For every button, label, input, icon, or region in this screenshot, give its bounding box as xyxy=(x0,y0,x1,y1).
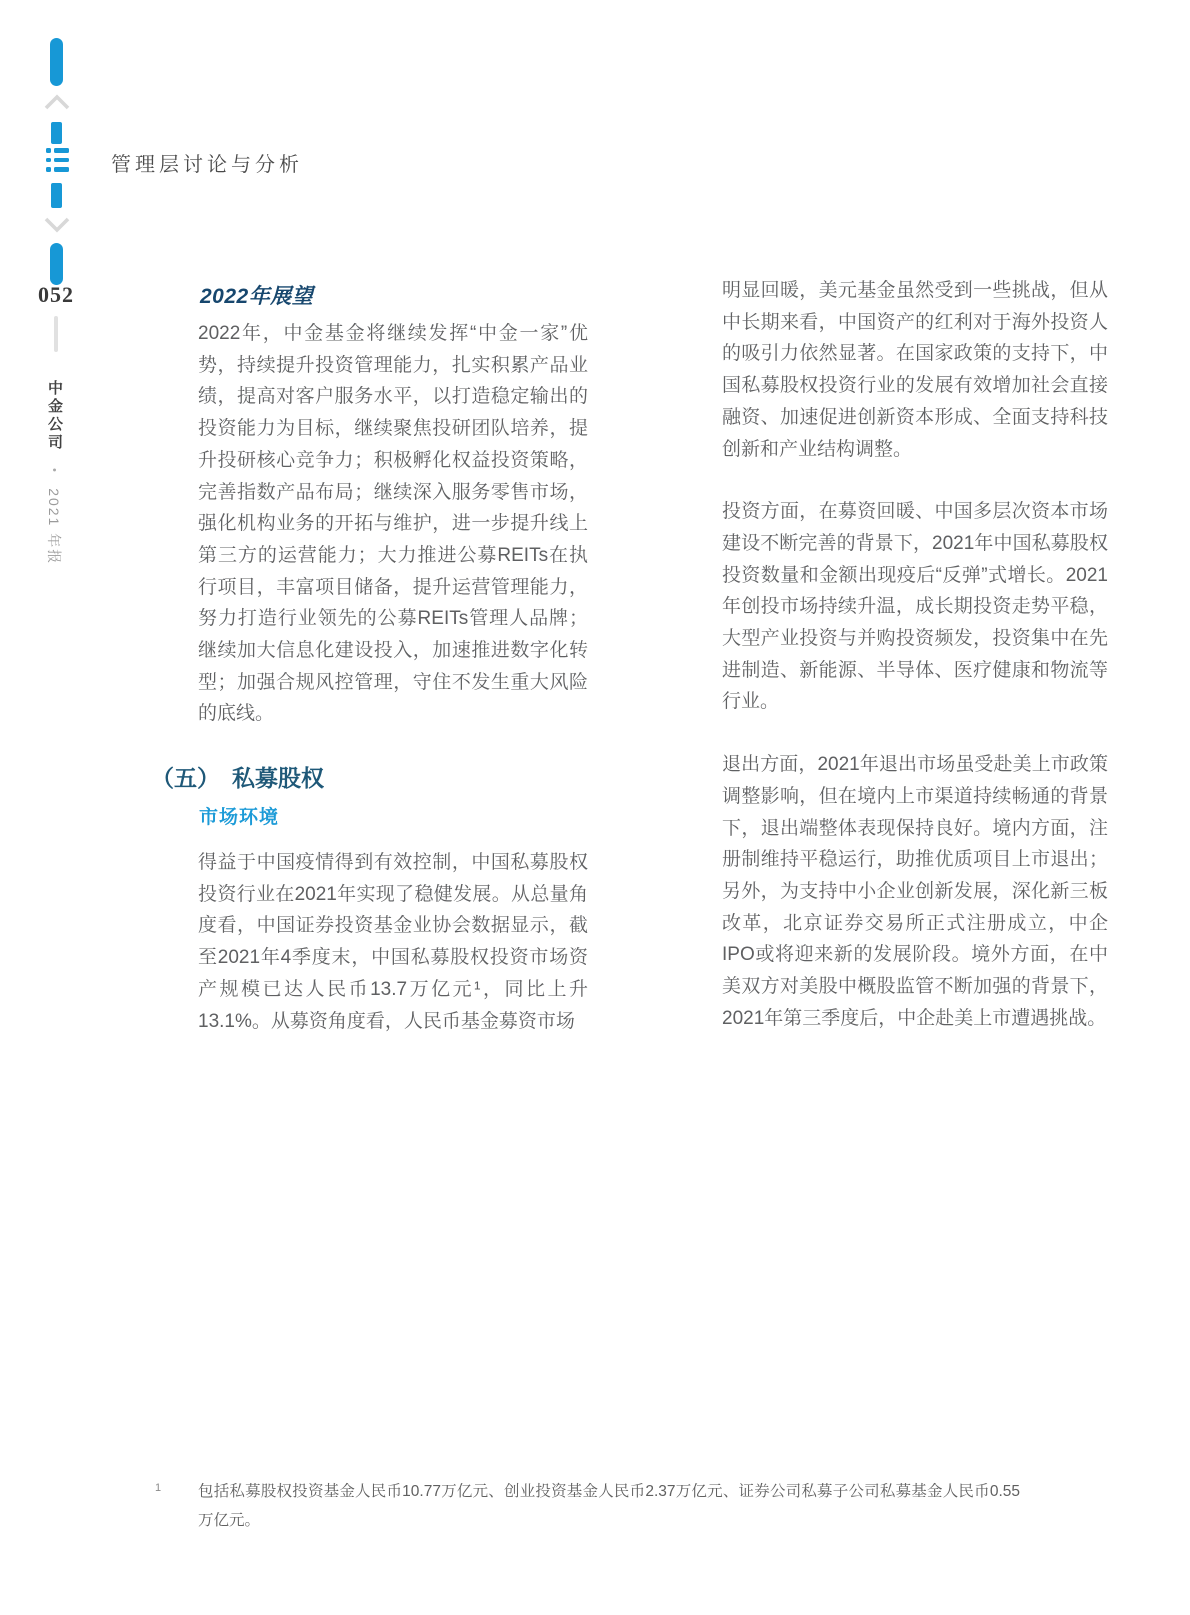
right-column xyxy=(722,275,1108,1065)
market-environment-paragraph: 得益于中国疫情得到有效控制，中国私募股权投资行业在2021年实现了稳健发展。从总量角度看，中国证券投资基金业协会数据显示，截至2021年4季度末，中国私募股权投资市场资产规模已达人民币13.7万亿元¹，同比上升13.1%。从募资角度看，人民币基金募资市场 xyxy=(198,852,588,1032)
footnote-marker: 1 xyxy=(155,1482,162,1494)
footnote-text: 包括私募股权投资基金人民币10.77万亿元、创业投资基金人民币2.37万亿元、证券公司私募子公司私募基金人民币0.55万亿元。 xyxy=(198,1483,1020,1529)
brand-block-icon xyxy=(51,122,62,144)
right-paragraph-1: 明显回暖，美元基金虽然受到一些挑战，但从中长期来看，中国资产的红利对于海外投资人的吸引力依然显著。在国家政策的支持下，中国私募股权投资行业的发展有效增加社会直接融资、加速促进创新资本形成、全面支持科技创新和产业结构调整。 xyxy=(722,280,1108,460)
section-heading-private-equity xyxy=(151,760,324,793)
company-name: 中金公司 xyxy=(46,380,63,452)
caption-separator-dot: • xyxy=(48,468,60,473)
right-paragraph-2: 投资方面，在募资回暖、中国多层次资本市场建设不断完善的背景下，2021年中国私募股权投资数量和金额出现疫后“反弹”式增长。2021年创投市场持续升温，成长期投资走势平稳，大型产业投资与并购投资频发，投资集中在先进制造、新能源、半导体、医疗健康和物流等行业。 xyxy=(722,501,1108,713)
brand-block-icon xyxy=(51,183,62,208)
subheading-market-environment: 市场环境 xyxy=(199,807,280,828)
report-name: 2021 年报 xyxy=(46,488,62,566)
page-number-tick xyxy=(54,316,58,352)
spine-caption xyxy=(44,380,69,610)
list-menu-icon xyxy=(46,148,69,172)
outlook-heading: 2022年展望 xyxy=(200,285,314,308)
chevron-up-icon xyxy=(43,92,71,112)
section-title: 私募股权 xyxy=(232,765,324,791)
outlook-paragraph: 2022年，中金基金将继续发挥“中金一家”优势，持续提升投资管理能力，扎实积累产品业绩，提高对客户服务水平，以打造稳定输出的投资能力为目标，继续聚焦投研团队培养，提升投研核心竞争力；积极孵化权益投资策略，完善指数产品布局；继续深入服务零售市场，强化机构业务的开拓与维护，进一步提升线上第三方的运营能力；大力推进公募REITs在执行项目，丰富项目储备，提升运营管理能力，努力打造行业领先的公募REITs管理人品牌；继续加大信息化建设投入，加速推进数字化转型；加强合规风控管理，守住不发生重大风险的底线。 xyxy=(198,323,588,725)
brand-bar-top-icon xyxy=(50,38,63,86)
chevron-down-icon xyxy=(43,215,71,235)
section-number: （五） xyxy=(151,765,220,791)
right-paragraph-3: 退出方面，2021年退出市场虽受赴美上市政策调整影响，但在境内上市渠道持续畅通的背景下，退出端整体表现保持良好。境内方面，注册制维持平稳运行，助推优质项目上市退出；另外，为支持中小企业创新发展，深化新三板改革，北京证券交易所正式注册成立，中企IPO或将迎来新的发展阶段。境外方面，在中美双方对美股中概股监管不断加强的背景下，2021年第三季度后，中企赴美上市遭遇挑战。 xyxy=(722,754,1108,1029)
chapter-title: 管理层讨论与分析 xyxy=(111,154,303,176)
page-number: 052 xyxy=(38,282,74,307)
brand-bar-bottom-icon xyxy=(50,243,63,285)
